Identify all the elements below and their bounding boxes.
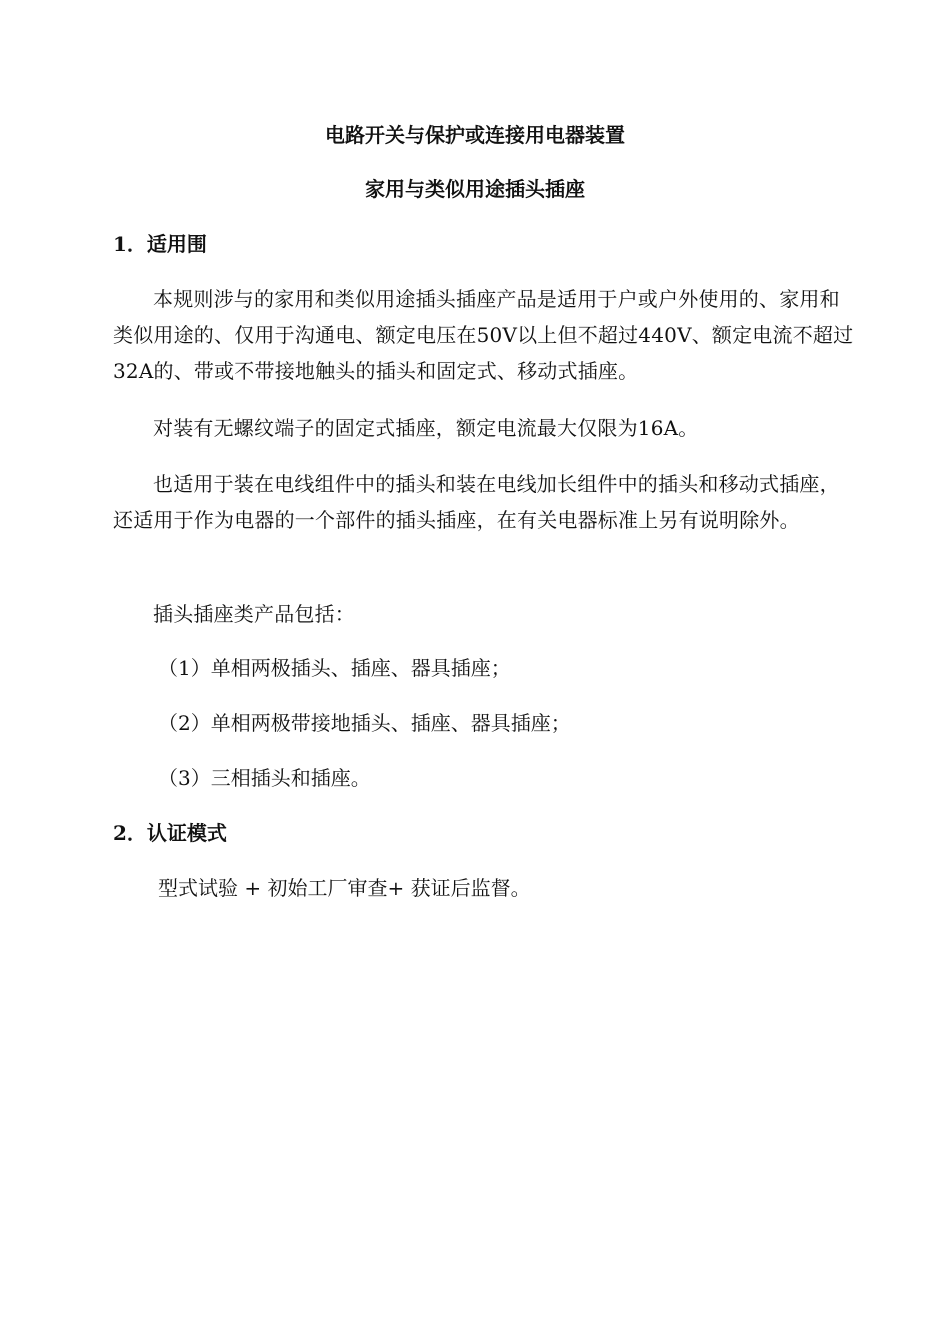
document-subtitle: 家用与类似用途插头插座 (365, 177, 585, 201)
list-item: （1）单相两极插头、插座、器具插座； (158, 656, 511, 680)
paragraph-cord-sets: 也适用于装在电线组件中的插头和装在电线加长组件中的插头和移动式插座，还适用于作为电器的一个部件的插头插座，在有关电器标准上另有说明除外。 (113, 472, 840, 532)
section-heading-certification-mode: 2．认证模式 (113, 821, 227, 845)
paragraph-product-list-intro: 插头插座类产品包括： (153, 602, 355, 626)
certification-mode-text: 型式试验 + 初始工厂审查+ 获证后监督。 (158, 876, 531, 900)
paragraph-screwless-terminal: 对装有无螺纹端子的固定式插座，额定电流最大仅限为16A。 (153, 416, 699, 440)
list-item: （2）单相两极带接地插头、插座、器具插座； (158, 711, 571, 735)
document-title: 电路开关与保护或连接用电器装置 (325, 123, 625, 147)
paragraph-scope: 本规则涉与的家用和类似用途插头插座产品是适用于户或户外使用的、家用和类似用途的、仅用于沟通电、额定电压在50V以上但不超过440V、额定电流不超过32A的、带或不带接地触头的插头和固定式、移动式插座。 (113, 287, 854, 383)
section-heading-scope: 1．适用围 (113, 232, 207, 256)
list-item: （3）三相插头和插座。 (158, 766, 371, 790)
